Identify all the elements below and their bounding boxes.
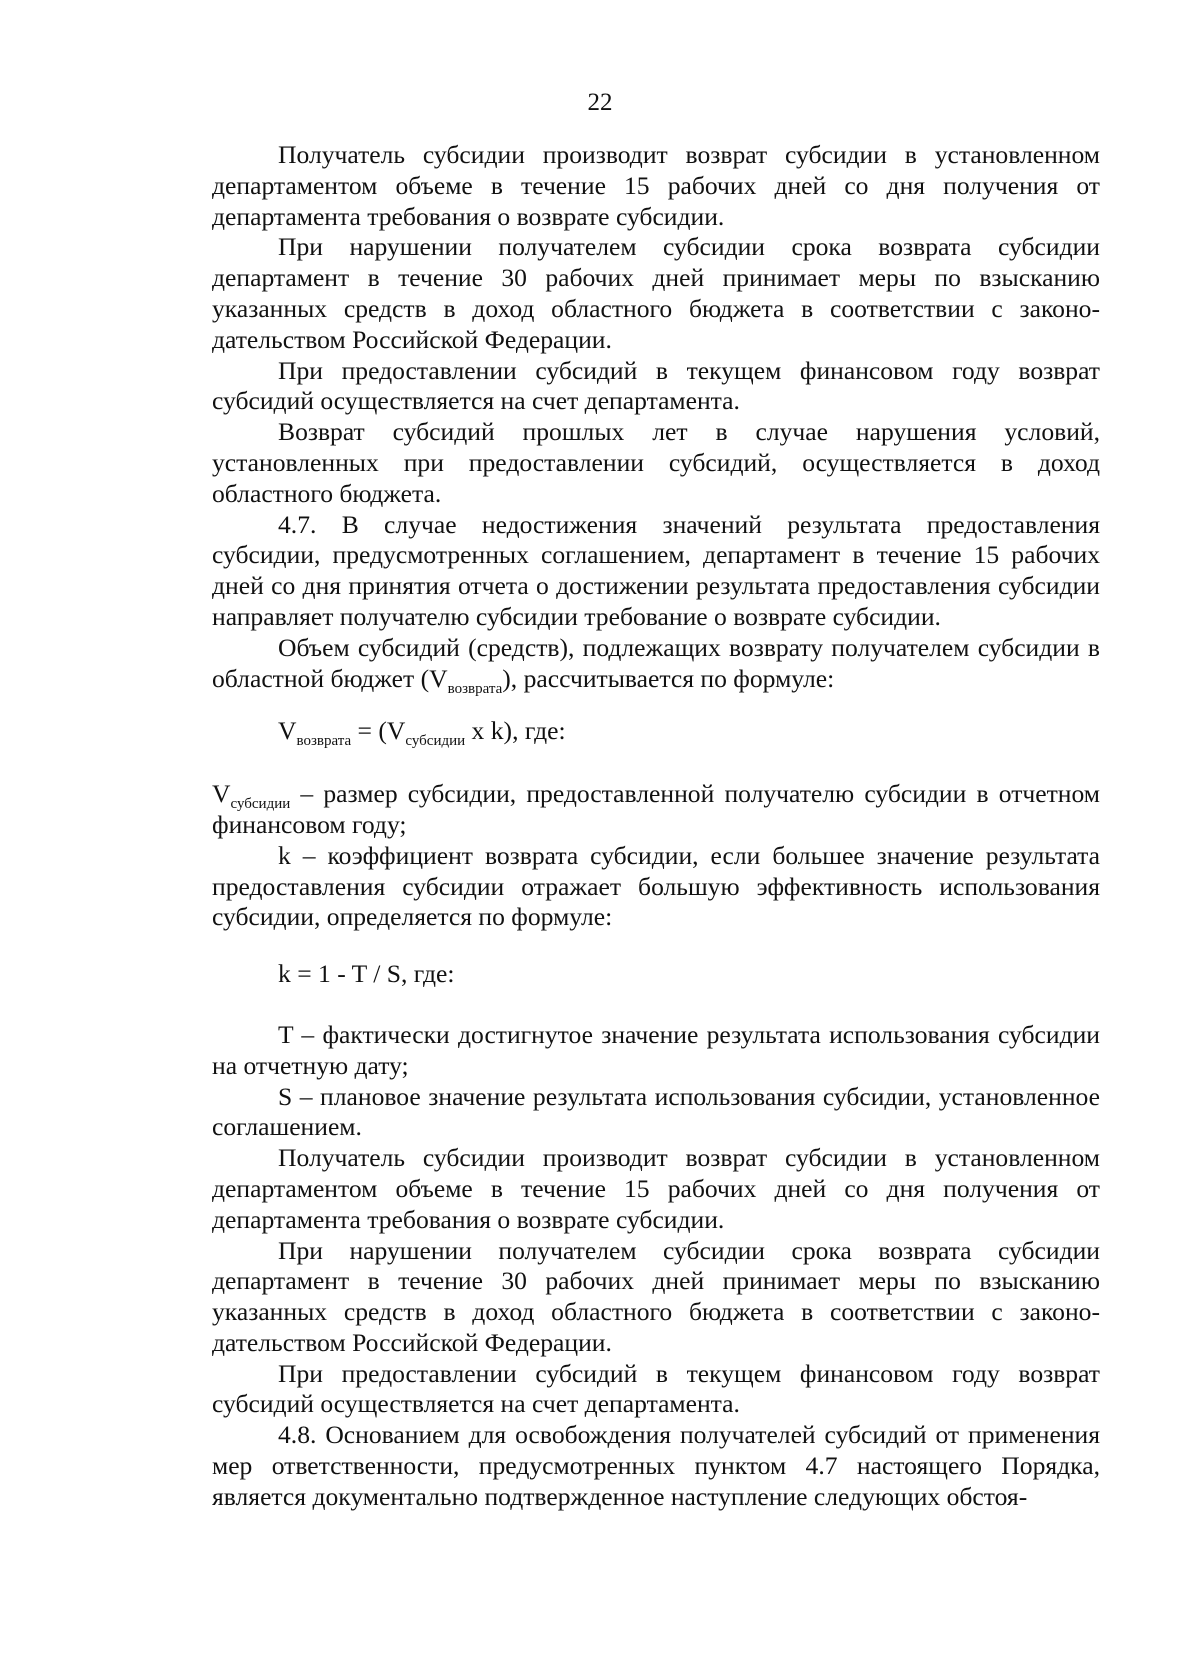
paragraph-k-def: k – коэффициент возврата субсидии, если большее значение результата предоставления субсидии отражает большую эффективность использования субсидии, определяется по формуле: [212, 840, 1100, 932]
subscript: возврата [296, 733, 352, 750]
subscript: субсидии [405, 733, 466, 750]
formula-symbol: V [212, 779, 231, 809]
subscript: субсидии [230, 796, 291, 813]
formula-v-return [212, 694, 1100, 779]
paragraph-v-subsidy-def [212, 779, 1100, 841]
paragraph: Возврат субсидий прошлых лет в случае нарушения условий, установленных при предоставлении субсидий, осуществляется в доход областного бюджета. [212, 417, 1100, 508]
formula-text: = (V [351, 716, 406, 746]
paragraph: При предоставлении субсидий в текущем финансовом году возврат субсидий осуществляется на счет департамента. [212, 355, 1100, 416]
paragraph-4-8: 4.8. Основанием для освобождения получателей субсидий от применения мер ответственности, предусмотренных пунктом 4.7 настоящего Порядка, является документально подтвержденное наступление следующих обстоя- [212, 1420, 1100, 1511]
page-number: 22 [587, 89, 613, 116]
paragraph: Получатель субсидии производит возврат субсидии в установленном департаментом объеме в течение 15 рабочих дней со дня получения от департамента требования о возврате субсидии. [212, 140, 1100, 231]
formula-text: x k), где: [465, 716, 566, 746]
paragraph: При нарушении получателем субсидии срока возврата субсидии департамент в течение 30 рабочих дней принимает меры по взысканию указанных средств в доход областного бюджета в соответствии с законодательством Российской Федерации. [212, 1235, 1100, 1357]
paragraph-volume-formula-intro [212, 633, 1100, 695]
text-span: Объем субсидий (средств), подлежащих возврату получателем субсидии в областной бюджет (V [212, 632, 1100, 693]
text-span: ), рассчитывается по формуле: [502, 663, 835, 693]
paragraph: При предоставлении субсидий в текущем финансовом году возврат субсидий осуществляется на счет департамента. [212, 1358, 1100, 1419]
text-span: – размер субсидии, предоставленной получателю субсидии в отчетном финансовом году; [212, 779, 1100, 839]
paragraph: Получатель субсидии производит возврат субсидии в установленном департаментом объеме в течение 15 рабочих дней со дня получения от департамента требования о возврате субсидии. [212, 1143, 1100, 1234]
formula-symbol: V [278, 716, 297, 746]
paragraph: При нарушении получателем субсидии срока возврата субсидии департамент в течение 30 рабочих дней принимает меры по взысканию указанных средств в доход областного бюджета в соответствии с законодательством Российской Федерации. [212, 232, 1100, 354]
paragraph-s-def: S – плановое значение результата использования субсидии, установленное соглашением. [212, 1081, 1100, 1142]
paragraph-t-def: T – фактически достигнутое значение результата использования субсидии на отчетную дату; [212, 1019, 1100, 1080]
paragraph-4-7: 4.7. В случае недостижения значений результата предоставления субсидии, предусмотренных соглашением, департамент в течение 15 рабочих дней со дня принятия отчета о достижении результата предоставления субсидии направляет получателю субсидии требование о возврате субсидии. [212, 509, 1100, 631]
document-body [212, 140, 1100, 1513]
subscript: возврата [447, 680, 503, 697]
formula-k: k = 1 - T / S, где: [278, 959, 455, 989]
